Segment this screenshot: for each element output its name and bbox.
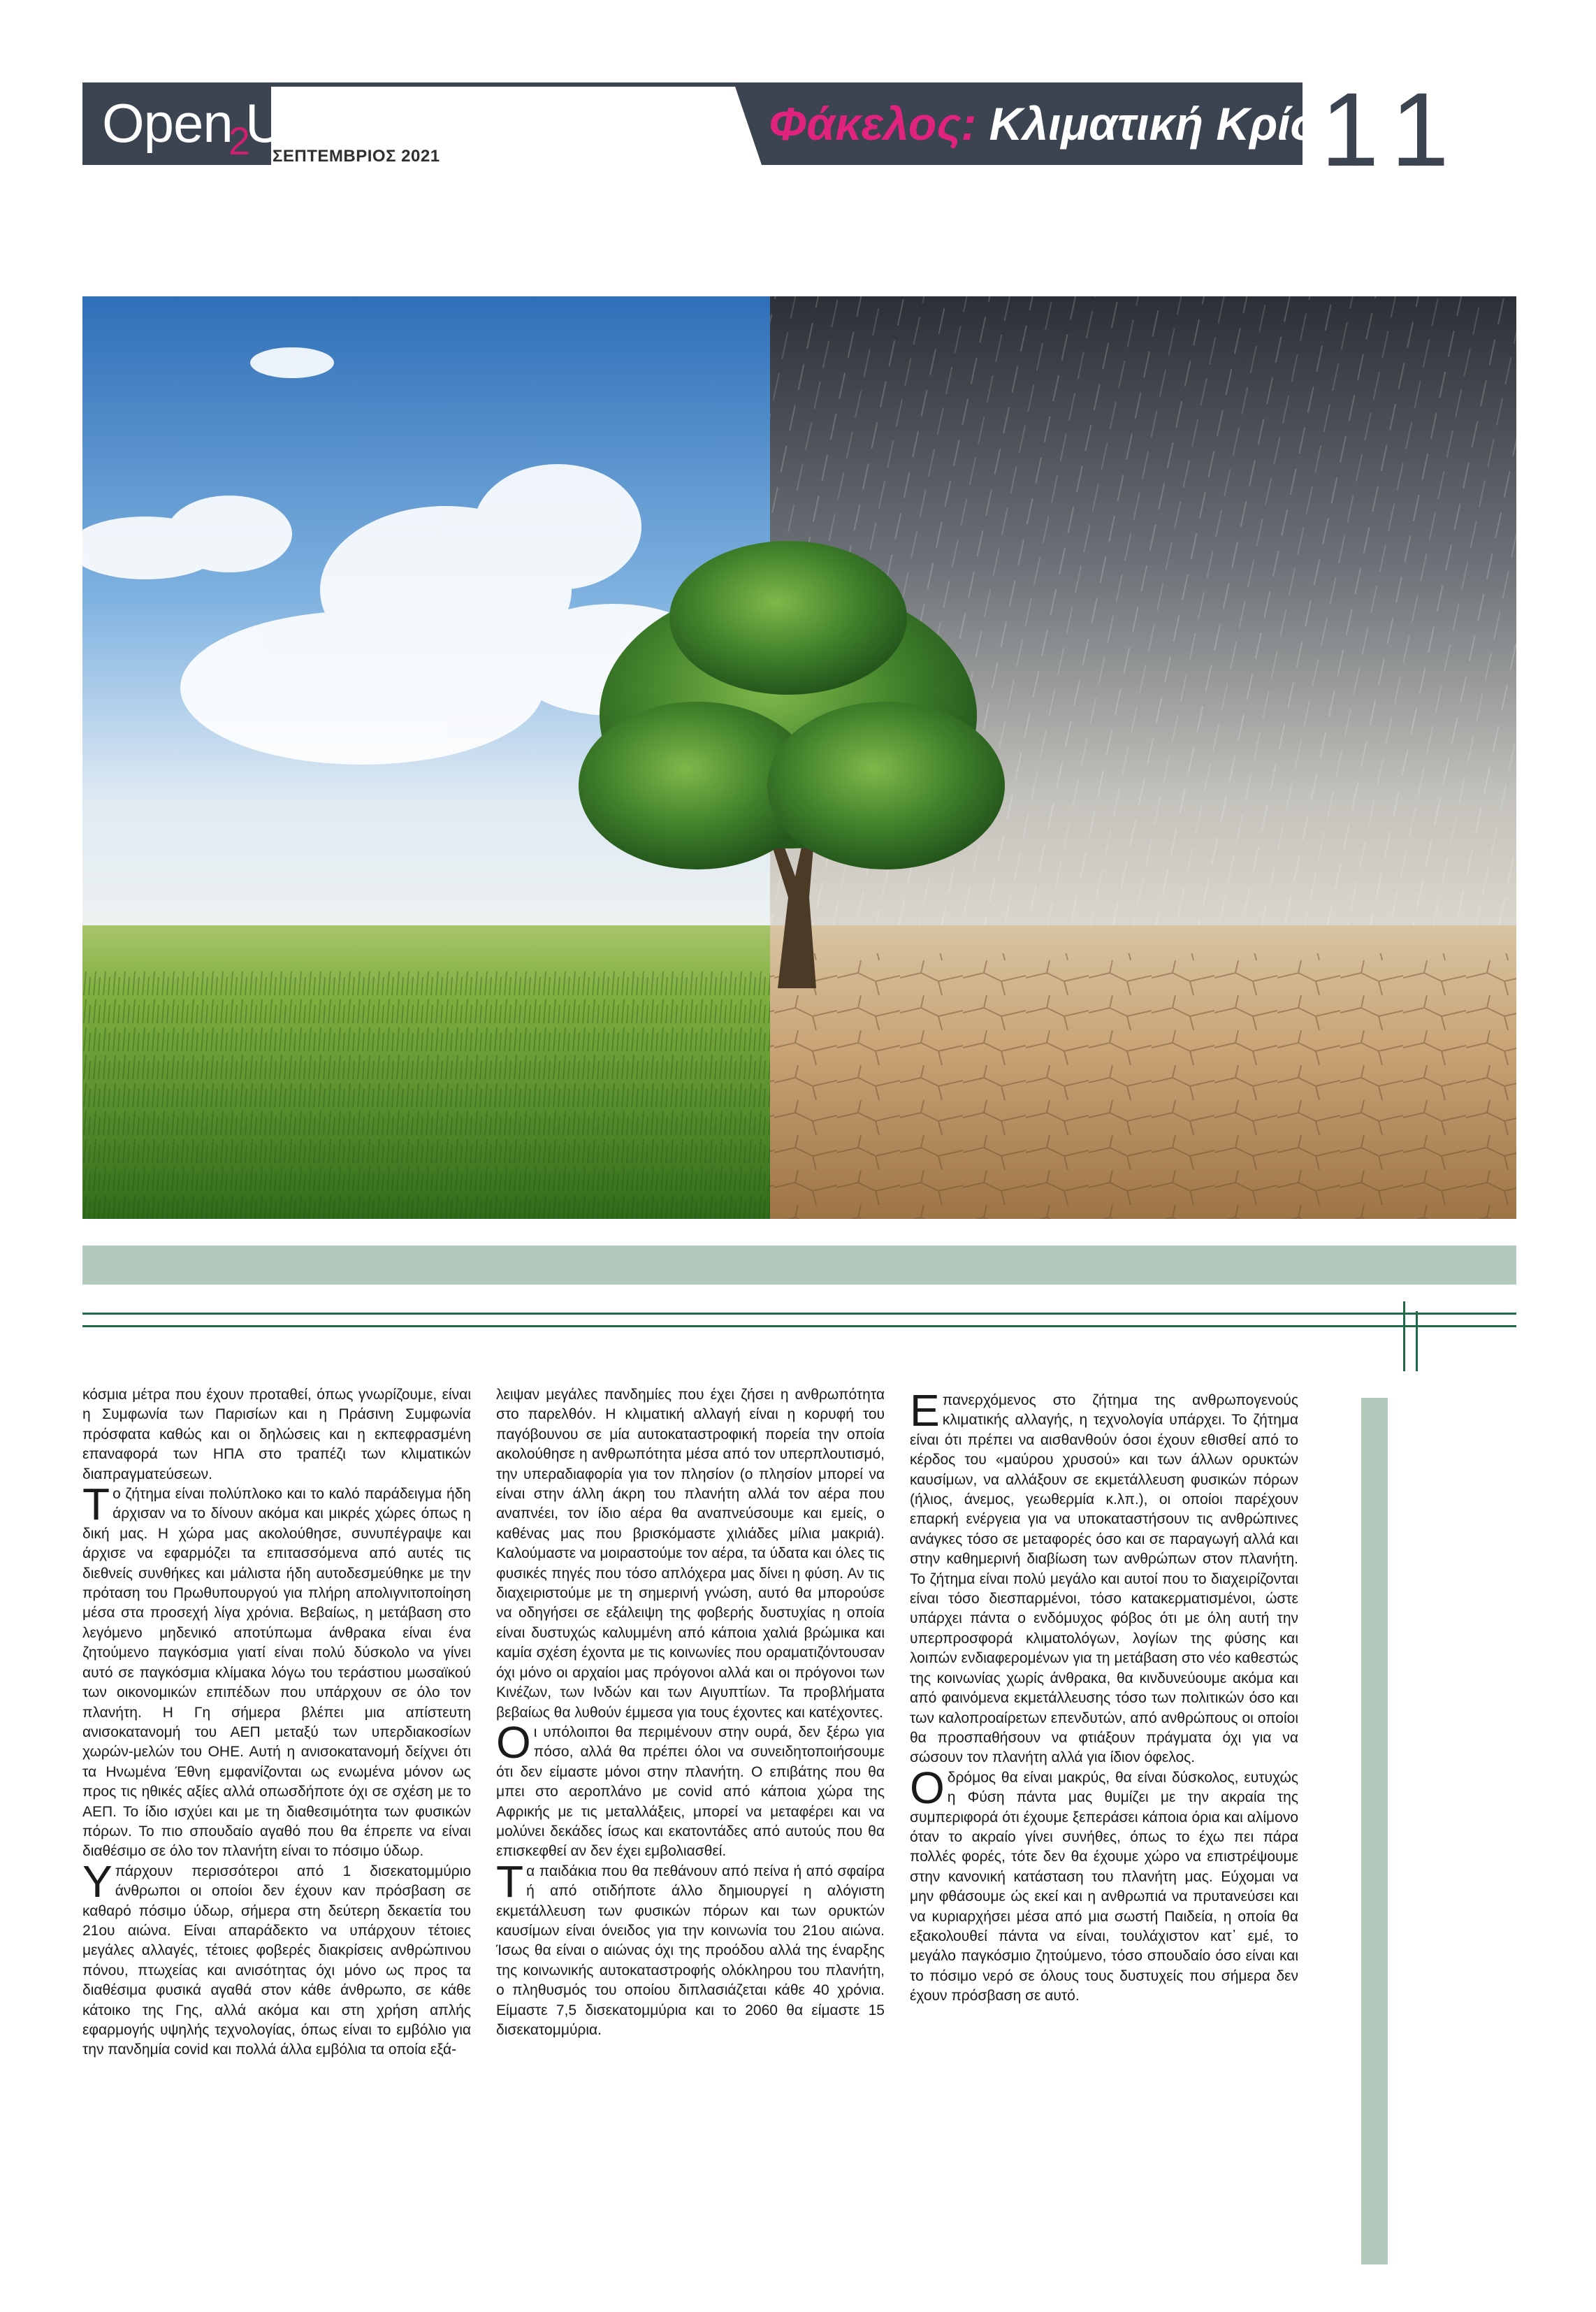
logo-text-two: 2 <box>228 119 249 163</box>
page-number: 11 <box>1321 71 1469 188</box>
paragraph-text: ο ζήτημα είναι πολύπλοκο και το καλό παράδειγμα ήδη άρχισαν να το δίνουν ακόμα και μικρές χώρες όπως η δική μας. Η χώρα μας ακολούθησε, συνυπέγραψε και άρχισε να εφαρμόζει τα επιτασσόμενα από αυτές τις διεθνείς συνθήκες και μάλιστα ήδη αυτοδεσμεύθηκε με την πρόταση του Πρωθυπουργού για πλήρη απολιγνιτοποίηση μέσα στα προσεχή λίγα χρόνια. Βεβαίως, η μετάβαση στο λεγόμενο μηδενικό αποτύπωμα άνθρακα είναι ένα ζητούμενο παγκόσμια γιατί είναι πολύ δύσκολο να γίνει αυτό σε παγκόσμια κλίμακα λόγω του τεράστιου μωσαϊκού των οικονομικών επιπέδων που υπάρχουν σε όλο τον πλανήτη. Η Γη σήμερα βλέπει μια απίστευτη ανισοκατανομή του ΑΕΠ μεταξύ των υπερδιακοσίων χωρών-μελών του ΟΗΕ. Αυτή η ανισοκατανομή δείχνει ότι τα Ηνωμένα Έθνη εμφανίζονται ως ενωμένα μόνον ως προς τις ηθικές αξίες αλλά οπωσδήποτε όχι σε σχέση με το ΑΕΠ. Το ίδιο ισχύει και με τη διαθεσιμότητα των φυσικών πόρων. Το πιο σπουδαίο αγαθό που θα έπρεπε να είναι διαθέσιμο σε όλο τον πλανήτη είναι το πόσιμο ύδωρ. <box>82 1486 471 1860</box>
logo-text-u: U <box>245 92 284 154</box>
drop-cap: Ο <box>910 1762 945 1813</box>
header-rule <box>271 82 746 87</box>
divider-rule-top <box>82 1313 1516 1315</box>
section-title <box>769 94 1349 153</box>
logo-text-open: Open <box>102 92 233 154</box>
paragraph <box>496 1856 885 2041</box>
paragraph-text: δρόμος θα είναι μακρύς, θα είναι δύσκολος, ευτυχώς η Φύση πάντα μας θυμίζει με την ακραία της συμπεριφορά ότι έχουμε ξεπεράσει κάποια όρια και αλίμονο όταν το ακραίο γίνει συνήθες, όπως το έχω πει πάρα πολλές φορές, τότε δεν θα έχουμε χώρο να επιστρέψουμε στην κανονική κατάσταση του πλανήτη μας. Εύχομαι να μην φθάσουμε ώς εκεί και η ανθρωπιά να πρυτανεύσει και να κυριαρχήσει μέσα από μια σωστή Παιδεία, η οποία θα εξακολουθεί πάντα να είναι, τουλάχιστον κατ᾽ εμέ, το μεγάλο παγκόσμιο ζητούμενο, τόσο σπουδαίο όσο είναι και το πόσιμο νερό σε όλους τους δυστυχείς που σήμερα δεν έχουν πρόσβαση σε αυτό. <box>910 1769 1298 2004</box>
paragraph <box>910 1385 1298 1768</box>
tree-climate-contrast-image <box>82 296 1516 1219</box>
drop-cap: Τ <box>496 1856 524 1907</box>
green-band <box>82 1245 1516 1285</box>
paragraph <box>82 1479 471 1862</box>
section-label: Φάκελος: <box>769 98 977 150</box>
divider-rule-bottom <box>82 1325 1516 1327</box>
paragraph: λειψαν μεγάλες πανδημίες που έχει ζήσει η ανθρωπότητα στο παρελθόν. Η κλιματική αλλαγή είναι η κορυφή του παγόβουνου σε μία αυτοκαταστροφική πορεία την οποία ακολούθησε η ανθρωπότητα μέσα από τον υπερπλουτισμό, την υπεραδιαφορία για τον πλησίον (ο πλησίον μπορεί να είναι στην άλλη άκρη του πλανήτη αλλά τον αέρα που αναπνέει, τον ίδιο αέρα θα αναπνεύσουμε και εμείς, ο καθένας μας που βρισκόμαστε χιλιάδες μίλια μακριά). Καλούμαστε να μοιραστούμε τον αέρα, τα ύδατα και όλες τις φυσικές πηγές που τόσο απλόχερα μας δίνει η φύση. Αν τις διαχειριστούμε με τη σημερινή γνώση, αυτό θα μπορούσε να οδηγήσει σε εξάλειψη της φοβερής δυστυχίας η οποία είναι δυστυχώς καλυμμένη από κάποια χαλιά βρώμικα και καμία σχέση έχοντα με τις κοινωνίες που οραματιζόντουσαν όχι μόνο οι αρχαίοι μας πρόγονοι αλλά και οι πρόγονοι των Κινέζων, των Ινδών και των Αιγυπτίων. Τα προβλήματα βεβαίως θα λυθούν έμμεσα για τους έχοντες και κατέχοντες. <box>496 1387 885 1721</box>
drop-cap: Υ <box>82 1856 113 1907</box>
paragraph-text: α παιδάκια που θα πεθάνουν από πείνα ή από σφαίρα ή από οτιδήποτε άλλο δημιουργεί η αλόγιστη εκμετάλλευση των φυσικών πόρων και των ορυκτών καυσίμων είναι όνειδος για την κοινωνία του 21ου αιώνα. Ίσως θα είναι ο αιώνας όχι της προόδου αλλά της έναρξης της κοινωνικής αυτοκαταστροφής ολόκληρου του πλανήτη, ο πληθυσμός του οποίου διπλασιάζεται κάθε 40 χρόνια. Είμαστε 7,5 δισεκατομμύρια και το 2060 θα είμαστε 15 δισεκατομμύρια. <box>496 1863 885 2038</box>
paragraph <box>82 1856 471 2060</box>
paragraph-text: πανερχόμενος στο ζήτημα της ανθρωπογενούς κλιματικής αλλαγής, η τεχνολογία υπάρχει. Το ζήτημα είναι ότι πρέπει να αισθανθούν όσοι έχουν εθισθεί από το κέρδος του «μαύρου χρυσού» και των άλλων ορυκτών καυσίμων, να αλλάξουν σε εκμετάλλευση φυσικών πόρων (ήλιος, άνεμος, γεωθερμία κ.λπ.), οι οποίοι παρέχουν επαρκή ενέργεια για να υποκαταστήσουν τις ανθρώπινες ανάγκες τόσο σε μεταφορές όσο και σε παραγωγή αλλά και στην καθημερινή διαβίωση των ανθρώπων στον πλανήτη. Το ζήτημα είναι πολύ μεγάλο και αυτοί που το διαχειρίζονται είναι τόσο διεσπαρμένοι, τόσο κατακερματισμένοι, ώστε υπάρχει πάντα ο ενδόμυχος φόβος ότι με όλη αυτή την υπερπροσφορά κλιματολόγων, λογίων της φύσης και λοιπών ενδιαφερομένων για τη μετάβαση στο νέο καθεστώς της κοινωνίας χωρίς άνθρακα, θα κινδυνεύουμε ακόμα και από φαινόμενα εκμετάλλευσης τόσο των πολιτικών όσο και των καλοπροαίρετων επενδυτών, από ανθρώπους οι οποίοι θα προσπαθήσουν να φτιάξουν πράγματα όχι για να σώσουν τον πλανήτη αλλά για ίδιον όφελος. <box>910 1392 1298 1766</box>
article-column-2 <box>496 1385 885 2040</box>
paragraph <box>910 1762 1298 2007</box>
vertical-rule-left <box>1403 1301 1405 1371</box>
vertical-rule-right <box>1416 1311 1418 1371</box>
paragraph <box>496 1717 885 1862</box>
drop-cap: Ο <box>496 1717 531 1768</box>
side-accent-bar <box>1361 1398 1388 2264</box>
section-topic: Κλιματική Κρίση <box>989 98 1349 150</box>
paragraph-text: πάρχουν περισσότεροι από 1 δισεκατομμύριο άνθρωποι οι οποίοι δεν έχουν καν πρόσβαση σε καθαρό πόσιμο ύδωρ, σήμερα στη δεύτερη δεκαετία του 21ου αιώνα. Είναι απαράδεκτο να υπάρχουν τέτοιες μεγάλες αλλαγές, τέτοιες φοβερές διακρίσεις ανθρώπινου πόνου, πτωχείας και ανισότητας όχι μόνο ως προς τα διαθέσιμα φυσικά αγαθά στον κάθε άνθρωπο, σε κάθε κάτοικο της Γης, αλλά ακόμα και στη χρήση απλής εφαρμογής υψηλής τεχνολογίας, όπως είναι το εμβόλιο για την πανδημία covid και πολλά άλλα εμβόλια τα οποία εξά- <box>82 1863 471 2058</box>
paragraph: κόσμια μέτρα που έχουν προταθεί, όπως γνωρίζουμε, είναι η Συμφωνία των Παρισίων και η Πράσινη Συμφωνία πρόσφατα καθώς και οι δηλώσεις και η εκπεφρασμένη επαναφορά των ΗΠΑ στο τραπέζι των κλιματικών διαπραγματεύσεων. <box>82 1387 471 1482</box>
article-column-1 <box>82 1385 471 2060</box>
drop-cap: Ε <box>910 1385 940 1436</box>
drop-cap: Τ <box>82 1479 110 1530</box>
publication-logo <box>102 89 284 162</box>
paragraph-text: ι υπόλοιποι θα περιμένουν στην ουρά, δεν ξέρω για πόσο, αλλά θα πρέπει όλοι να συνειδητοποιήσουμε ότι δεν είμαστε μόνοι στην πλανήτη. Ο επιβάτης που θα μπει στο αεροπλάνο με covid από κάποια χώρα της Αφρικής με τις μεταλλάξεις, μπορεί να μεταφέρει και να μολύνει δεκάδες ίσως και εκατοντάδες από αυτούς που θα επισκεφθεί αν δεν έχει εμβολιασθεί. <box>496 1724 885 1860</box>
issue-date: ΣΕΠΤΕΜΒΡΙΟΣ 2021 <box>273 147 440 166</box>
article-column-3 <box>910 1385 1298 2007</box>
